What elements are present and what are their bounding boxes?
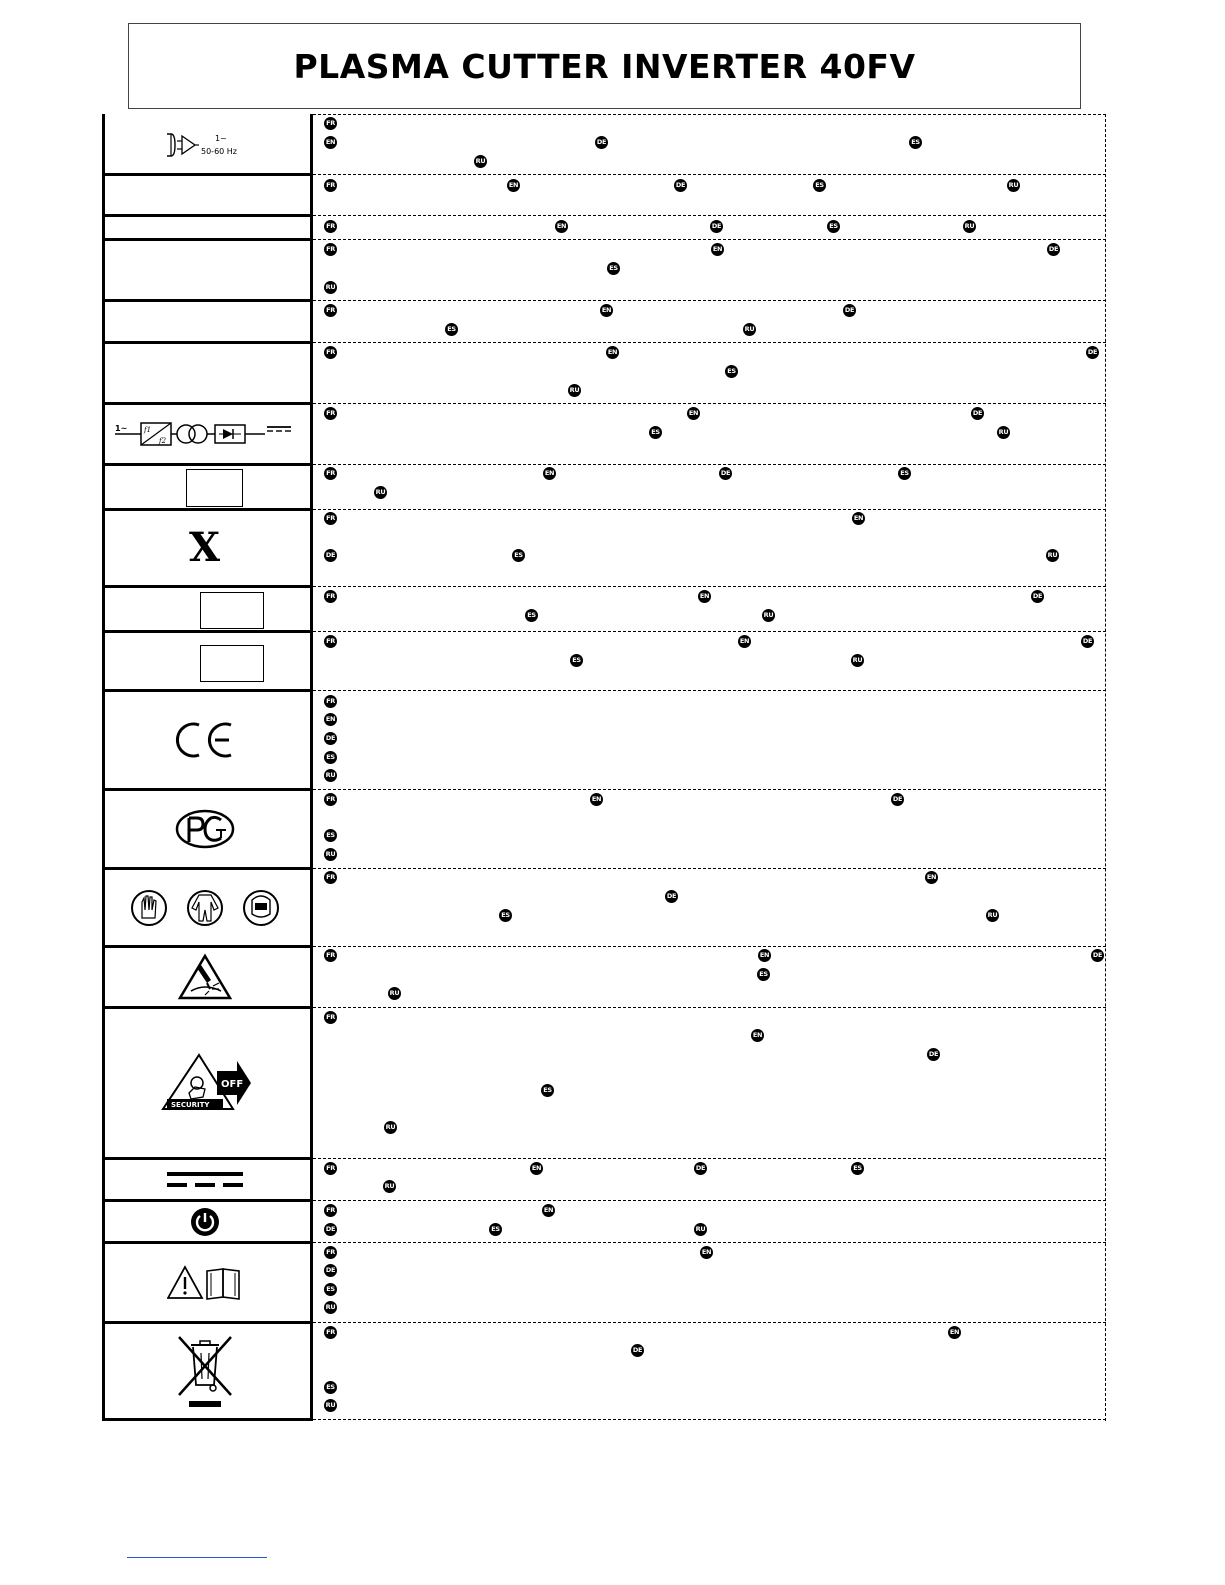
language-badge-es: ES: [324, 829, 337, 842]
language-badge-es: ES: [570, 654, 583, 667]
ppe-icons-cell: [102, 870, 307, 945]
svg-text:1~: 1~: [114, 424, 127, 433]
language-badge-ru: RU: [324, 769, 337, 782]
supply-icon-cell: [102, 117, 307, 173]
language-badge-fr: FR: [324, 346, 337, 359]
row-divider-dashed: [313, 509, 1106, 510]
row-divider: [102, 1418, 313, 1421]
language-badge-de: DE: [324, 1223, 337, 1236]
language-badge-es: ES: [324, 751, 337, 764]
row-divider-dashed: [313, 1322, 1106, 1323]
language-badge-ru: RU: [324, 281, 337, 294]
language-badge-ru: RU: [383, 1180, 396, 1193]
language-badge-ru: RU: [851, 654, 864, 667]
row-divider-dashed: [313, 586, 1106, 587]
language-badge-ru: RU: [474, 155, 487, 168]
row-divider: [102, 585, 313, 588]
row-divider-dashed: [313, 403, 1106, 404]
inverter-chain-icon: [115, 421, 295, 447]
row-divider-dashed: [313, 1200, 1106, 1201]
protective-clothing-icon: [188, 891, 222, 925]
language-badge-de: DE: [971, 407, 984, 420]
language-badge-en: EN: [738, 635, 751, 648]
row-divider-dashed: [313, 464, 1106, 465]
language-badge-en: EN: [700, 1246, 713, 1259]
cutting-warning-cell: [102, 948, 307, 1006]
language-badge-en: EN: [507, 179, 520, 192]
language-badge-ru: RU: [324, 848, 337, 861]
language-badge-fr: FR: [324, 1326, 337, 1339]
language-badge-ru: RU: [694, 1223, 707, 1236]
language-badge-es: ES: [757, 968, 770, 981]
language-badge-fr: FR: [324, 1204, 337, 1217]
language-badge-de: DE: [1031, 590, 1044, 603]
face-shield-icon: [244, 891, 278, 925]
language-badge-de: DE: [694, 1162, 707, 1175]
language-badge-es: ES: [898, 467, 911, 480]
language-badge-en: EN: [925, 871, 938, 884]
single-phase-supply-icon: [165, 130, 245, 160]
language-badge-de: DE: [665, 890, 678, 903]
language-badge-es: ES: [607, 262, 620, 275]
language-badge-fr: FR: [324, 179, 337, 192]
warning-read-manual-icon: [167, 1265, 243, 1301]
language-badge-de: DE: [710, 220, 723, 233]
row-divider-dashed: [313, 1419, 1106, 1420]
ce-icon-cell: [102, 692, 307, 788]
language-badge-fr: FR: [324, 117, 337, 130]
language-badge-fr: FR: [324, 243, 337, 256]
power-icon-cell: [102, 1202, 307, 1241]
language-badge-ru: RU: [324, 1399, 337, 1412]
language-badge-es: ES: [851, 1162, 864, 1175]
language-badge-fr: FR: [324, 467, 337, 480]
empty-label-box: [200, 645, 264, 682]
row-divider-dashed: [313, 1242, 1106, 1243]
language-badge-en: EN: [324, 136, 337, 149]
language-badge-en: EN: [590, 793, 603, 806]
language-badge-es: ES: [324, 1381, 337, 1394]
language-badge-es: ES: [445, 323, 458, 336]
language-badge-es: ES: [324, 1283, 337, 1296]
language-badge-ru: RU: [986, 909, 999, 922]
language-badge-es: ES: [725, 365, 738, 378]
language-badge-de: DE: [324, 1264, 337, 1277]
row-divider-dashed: [313, 868, 1106, 869]
weee-crossed-bin-icon: [175, 1333, 235, 1409]
supply-phase-label: 1~: [214, 134, 227, 143]
row-divider-dashed: [313, 1158, 1106, 1159]
row-divider: [102, 630, 313, 633]
language-badge-fr: FR: [324, 1246, 337, 1259]
language-badge-fr: FR: [324, 407, 337, 420]
weee-icon-cell: [102, 1324, 307, 1418]
protection-class-icon: X: [188, 524, 221, 571]
language-badge-fr: FR: [324, 793, 337, 806]
row-divider-dashed: [313, 239, 1106, 240]
language-badge-ru: RU: [743, 323, 756, 336]
language-badge-de: DE: [674, 179, 687, 192]
language-badge-es: ES: [541, 1084, 554, 1097]
language-badge-fr: FR: [324, 304, 337, 317]
ce-mark-icon: [175, 720, 235, 760]
protection-icon-cell: [102, 511, 307, 585]
language-badge-es: ES: [813, 179, 826, 192]
language-badge-ru: RU: [963, 220, 976, 233]
language-badge-fr: FR: [324, 695, 337, 708]
language-badge-en: EN: [687, 407, 700, 420]
svg-text:f1: f1: [143, 426, 151, 434]
empty-label-box: [186, 469, 243, 507]
row-divider-dashed: [313, 946, 1106, 947]
gost-icon-cell: [102, 791, 307, 867]
language-badge-en: EN: [751, 1029, 764, 1042]
language-badge-fr: FR: [324, 512, 337, 525]
language-badge-ru: RU: [384, 1121, 397, 1134]
language-badge-ru: RU: [388, 987, 401, 1000]
language-badge-de: DE: [595, 136, 608, 149]
power-icon: [190, 1207, 220, 1237]
row-divider-dashed: [313, 631, 1106, 632]
svg-text:f2: f2: [158, 437, 166, 445]
language-badge-en: EN: [606, 346, 619, 359]
row-divider-dashed: [313, 215, 1106, 216]
security-off-cell: [102, 1009, 307, 1157]
language-badge-ru: RU: [1046, 549, 1059, 562]
converter-icon-cell: [102, 405, 307, 463]
language-badge-de: DE: [927, 1048, 940, 1061]
ppe-icons: [130, 888, 280, 928]
page-title: PLASMA CUTTER INVERTER 40FV: [293, 46, 916, 86]
language-badge-fr: FR: [324, 1011, 337, 1024]
row-divider-dashed: [313, 690, 1106, 691]
row-divider: [102, 463, 313, 466]
row-divider-dashed: [313, 300, 1106, 301]
language-badge-es: ES: [512, 549, 525, 562]
language-badge-fr: FR: [324, 1162, 337, 1175]
row-divider-dashed: [313, 342, 1106, 343]
row-divider: [102, 238, 313, 241]
language-badge-de: DE: [719, 467, 732, 480]
language-badge-de: DE: [1081, 635, 1094, 648]
language-badge-ru: RU: [568, 384, 581, 397]
language-badge-es: ES: [489, 1223, 502, 1236]
title-box: [128, 23, 1081, 109]
language-badge-de: DE: [324, 549, 337, 562]
security-off-icon: [159, 1053, 251, 1113]
language-badge-fr: FR: [324, 871, 337, 884]
language-badge-de: DE: [843, 304, 856, 317]
empty-label-box: [200, 592, 264, 629]
row-divider-dashed: [313, 174, 1106, 175]
language-badge-de: DE: [1086, 346, 1099, 359]
direct-current-icon: [165, 1169, 245, 1191]
language-badge-ru: RU: [1007, 179, 1020, 192]
language-badge-fr: FR: [324, 590, 337, 603]
language-badge-en: EN: [542, 1204, 555, 1217]
language-badge-en: EN: [711, 243, 724, 256]
language-badge-en: EN: [948, 1326, 961, 1339]
svg-text:SECURITY: SECURITY: [170, 1101, 209, 1109]
language-badge-ru: RU: [762, 609, 775, 622]
language-badge-fr: FR: [324, 949, 337, 962]
language-badge-es: ES: [499, 909, 512, 922]
language-badge-de: DE: [324, 732, 337, 745]
row-divider: [102, 341, 313, 344]
language-badge-de: DE: [1091, 949, 1104, 962]
language-badge-en: EN: [852, 512, 865, 525]
read-manual-cell: [102, 1244, 307, 1321]
language-badge-es: ES: [909, 136, 922, 149]
language-badge-en: EN: [600, 304, 613, 317]
language-badge-ru: RU: [997, 426, 1010, 439]
language-badge-en: EN: [698, 590, 711, 603]
language-badge-en: EN: [555, 220, 568, 233]
language-badge-fr: FR: [324, 220, 337, 233]
language-badge-en: EN: [324, 713, 337, 726]
language-badge-es: ES: [649, 426, 662, 439]
row-divider-dashed: [313, 1007, 1106, 1008]
language-badge-de: DE: [631, 1344, 644, 1357]
language-badge-es: ES: [827, 220, 840, 233]
row-divider: [102, 299, 313, 302]
language-badge-en: EN: [543, 467, 556, 480]
language-badge-de: DE: [1047, 243, 1060, 256]
language-badge-en: EN: [758, 949, 771, 962]
cutting-sparks-warning-icon: [177, 953, 233, 1001]
language-badge-ru: RU: [374, 486, 387, 499]
svg-text:OFF: OFF: [220, 1079, 243, 1090]
dc-icon-cell: [102, 1160, 307, 1199]
row-divider-dashed: [313, 789, 1106, 790]
gost-r-mark-icon: [174, 808, 236, 850]
footer-link-underline: [127, 1557, 267, 1558]
language-badge-en: EN: [530, 1162, 543, 1175]
row-divider: [102, 173, 313, 176]
text-column: [313, 114, 1106, 1421]
language-badge-fr: FR: [324, 635, 337, 648]
language-badge-es: ES: [525, 609, 538, 622]
supply-frequency-label: 50-60 Hz: [200, 147, 237, 156]
language-badge-de: DE: [891, 793, 904, 806]
language-badge-ru: RU: [324, 1301, 337, 1314]
gloves-icon: [132, 891, 166, 925]
row-divider: [102, 214, 313, 217]
